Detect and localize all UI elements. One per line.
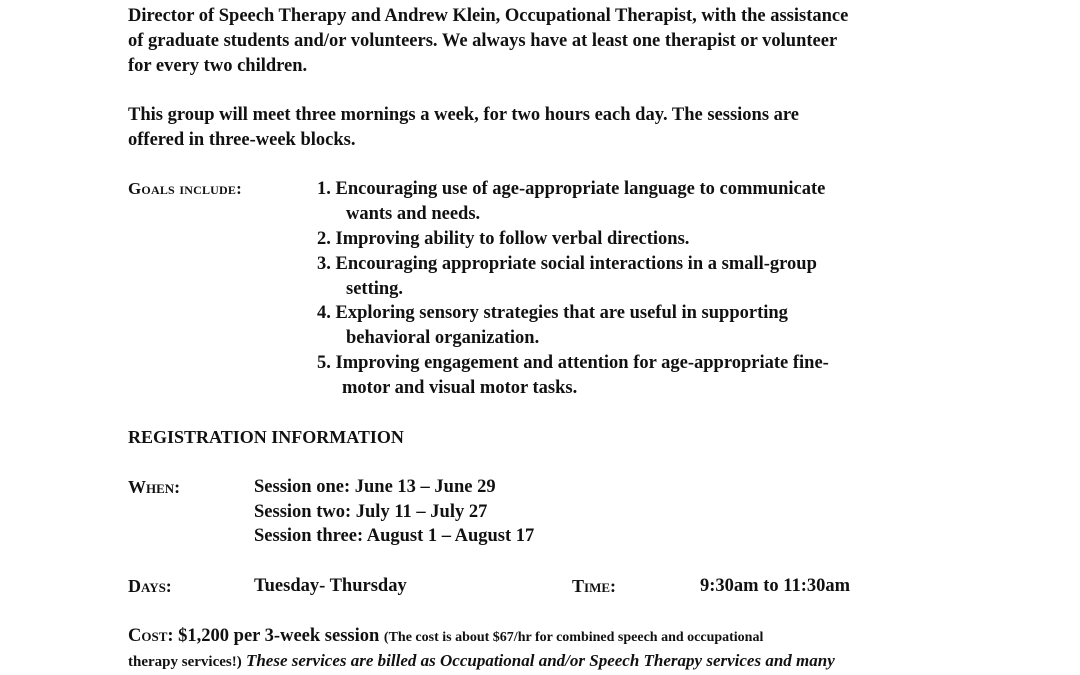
schedule-line-1: This group will meet three mornings a week, for two hours each day. The sessions are (128, 105, 799, 125)
goals-label: Goals include: (128, 179, 242, 198)
session-three: Session three: August 1 – August 17 (254, 526, 535, 546)
schedule-line-2: offered in three-week blocks. (128, 129, 356, 150)
session-two: Session two: July 11 – July 27 (254, 502, 488, 522)
goal-number: 2. (317, 229, 331, 249)
goal-continuation: motor and visual motor tasks. (342, 378, 578, 398)
when-label: When: (128, 477, 181, 497)
intro-line-1: Director of Speech Therapy and Andrew Klein, Occupational Therapist, with the assistance (128, 6, 849, 26)
goal-item (317, 252, 817, 277)
goal-continuation: behavioral organization. (346, 328, 540, 348)
goal-text: Encouraging appropriate social interactions in a small-group (335, 254, 817, 274)
goal-item (317, 351, 829, 376)
goal-text: Improving ability to follow verbal directions. (335, 229, 690, 249)
intro-line-3: for every two children. (128, 55, 308, 76)
registration-heading: REGISTRATION INFORMATION (128, 427, 404, 447)
goal-item (317, 301, 788, 326)
billing-note: These services are billed as Occupational and/or Speech Therapy services and many (241, 651, 835, 670)
cost-line (128, 624, 763, 651)
cost-line-2 (128, 649, 835, 675)
days-label: Days: (128, 576, 172, 596)
intro-paragraph (128, 4, 968, 78)
time-value: 9:30am to 11:30am (700, 576, 851, 596)
goal-continuation: setting. (346, 279, 404, 299)
intro-line-2: of graduate students and/or volunteers. We always have at least one therapist or volunteer (128, 30, 838, 51)
goal-item (317, 227, 689, 252)
goal-number: 5. (317, 353, 331, 373)
cost-label: Cost: (128, 626, 174, 646)
goal-number: 4. (317, 303, 331, 323)
time-label: Time: (572, 576, 616, 596)
schedule-paragraph (128, 103, 968, 153)
goal-text: Encouraging use of age-appropriate language to communicate (335, 179, 826, 199)
goal-number: 3. (317, 254, 331, 274)
session-one: Session one: June 13 – June 29 (254, 477, 496, 497)
cost-note-continuation: therapy services!) (128, 654, 242, 670)
goal-item (317, 177, 825, 202)
goal-text: Exploring sensory strategies that are useful in supporting (335, 303, 788, 323)
days-value: Tuesday- Thursday (254, 576, 407, 596)
goal-continuation: wants and needs. (346, 204, 481, 224)
goal-text: Improving engagement and attention for age-appropriate fine- (335, 353, 829, 373)
cost-value: $1,200 per 3-week session (173, 626, 384, 646)
cost-note: (The cost is about $67/hr for combined speech and occupational (383, 630, 764, 645)
goal-number: 1. (317, 179, 331, 199)
